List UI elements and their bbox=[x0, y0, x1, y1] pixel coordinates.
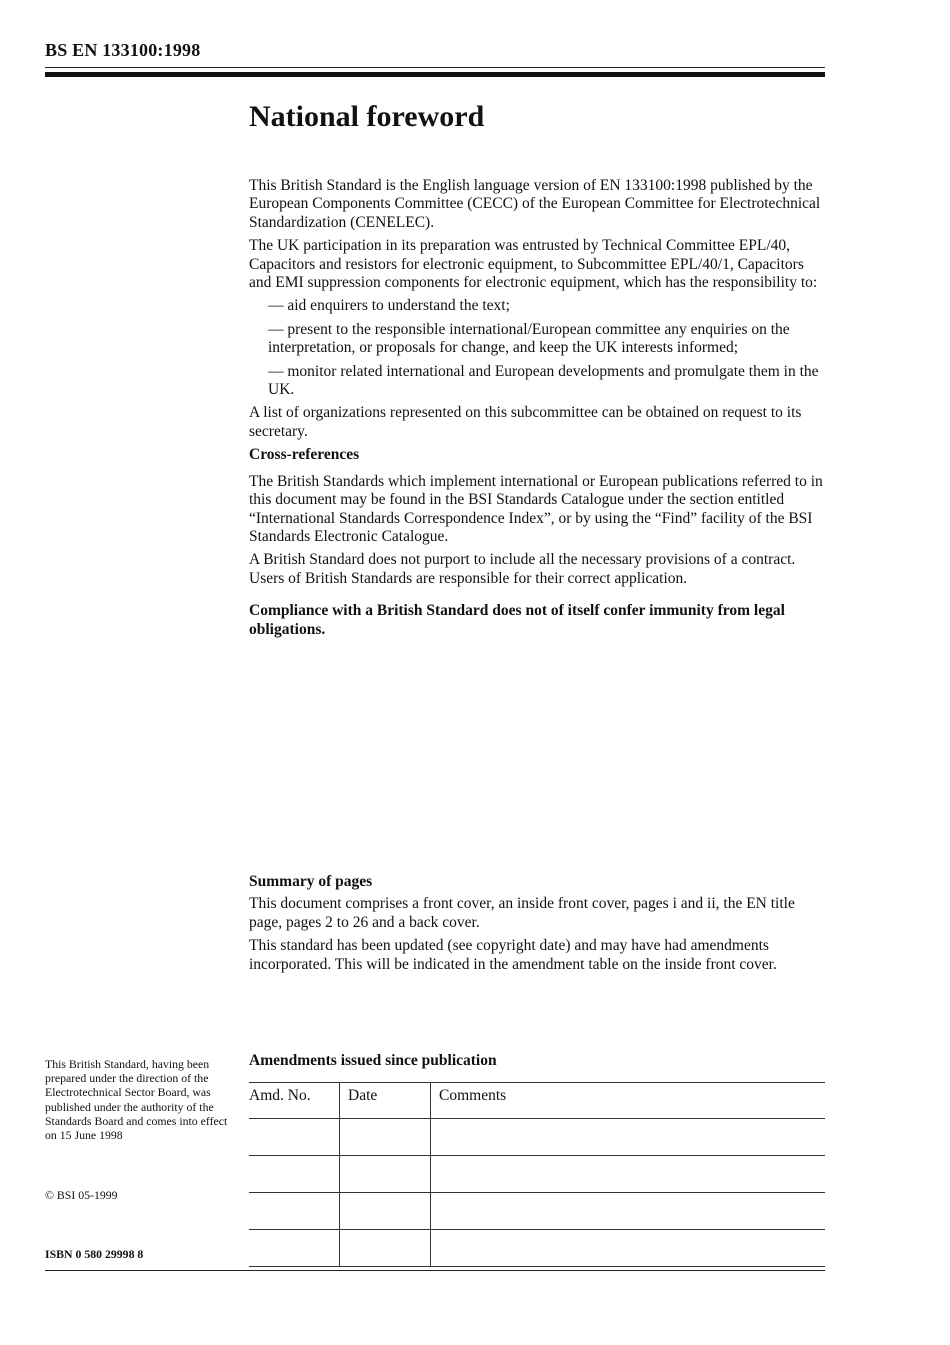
table-cell bbox=[340, 1119, 431, 1156]
table-cell bbox=[340, 1230, 431, 1267]
summary-pages-paragraph: This document comprises a front cover, an inside front cover, pages i and ii, the EN title page, pages 2 to 26 and a back cover. bbox=[249, 895, 795, 931]
summary-update-paragraph: This standard has been updated (see copyright date) and may have had amendments incorporated. This will be indicated in the amendment table on the inside front cover. bbox=[249, 937, 777, 973]
foreword-body bbox=[249, 177, 825, 644]
table-cell bbox=[431, 1119, 826, 1156]
footer-rule bbox=[45, 1270, 825, 1271]
table-cell bbox=[340, 1156, 431, 1193]
compliance-statement: Compliance with a British Standard does not of itself confer immunity from legal obligations. bbox=[249, 602, 785, 638]
amendments-heading: Amendments issued since publication bbox=[249, 1052, 497, 1069]
table-cell bbox=[249, 1230, 340, 1267]
table-cell bbox=[431, 1156, 826, 1193]
participation-paragraph: The UK participation in its preparation was entrusted by Technical Committee EPL/40, Capacitors and resistors for electronic equipment, to Subcommittee EPL/40/1, Capacitors and EMI suppression components for electronic equipment, which has the responsibility to: bbox=[249, 237, 818, 292]
table-cell bbox=[431, 1193, 826, 1230]
table-cell bbox=[249, 1119, 340, 1156]
publication-note: This British Standard, having been prepared under the direction of the Electrotechnical Sector Board, was published under the authority of the Standards Board and comes into effect on 15 June 1998 bbox=[45, 1057, 228, 1143]
column-header-date: Date bbox=[340, 1083, 431, 1119]
responsibility-item: — aid enquirers to understand the text; bbox=[268, 297, 510, 315]
summary-of-pages bbox=[249, 873, 825, 979]
page-title: National foreword bbox=[249, 100, 485, 133]
crossref-paragraph: The British Standards which implement international or European publications referred to in this document may be found in the BSI Standards Catalogue under the section entitled “International Standards Correspondence Index”, or by using the “Find” facility of the BSI Standards Electronic Catalogue. bbox=[249, 472, 823, 545]
summary-heading: Summary of pages bbox=[249, 873, 373, 890]
table-row bbox=[249, 1193, 825, 1230]
intro-paragraph: This British Standard is the English language version of EN 133100:1998 published by the European Components Committee (CECC) of the European Committee for Electrotechnical Standardization (CENELEC). bbox=[249, 177, 821, 231]
responsibility-item: — present to the responsible international/European committee any enquiries on the interpretation, or proposals for change, and keep the UK interests informed; bbox=[268, 320, 790, 357]
header-rule-thick bbox=[45, 72, 825, 77]
table-row bbox=[249, 1230, 825, 1267]
contract-paragraph: A British Standard does not purport to include all the necessary provisions of a contract. Users of British Standards are responsible for their correct application. bbox=[249, 551, 796, 587]
amendments-table bbox=[249, 1082, 825, 1267]
responsibility-item: — monitor related international and European developments and promulgate them in the UK. bbox=[268, 362, 819, 399]
header-rule-thin bbox=[45, 67, 825, 68]
table-cell bbox=[340, 1193, 431, 1230]
table-row bbox=[249, 1156, 825, 1193]
column-header-comments: Comments bbox=[431, 1083, 826, 1119]
table-cell bbox=[249, 1193, 340, 1230]
organizations-paragraph: A list of organizations represented on this subcommittee can be obtained on request to its secretary. bbox=[249, 404, 802, 440]
table-cell bbox=[249, 1156, 340, 1193]
copyright-notice: © BSI 05-1999 bbox=[45, 1188, 118, 1202]
isbn: ISBN 0 580 29998 8 bbox=[45, 1247, 144, 1261]
column-header-amd-no: Amd. No. bbox=[249, 1083, 340, 1119]
crossref-heading: Cross-references bbox=[249, 446, 360, 464]
table-header-row bbox=[249, 1083, 825, 1119]
document-id: BS EN 133100:1998 bbox=[45, 40, 201, 60]
table-cell bbox=[431, 1230, 826, 1267]
table-row bbox=[249, 1119, 825, 1156]
